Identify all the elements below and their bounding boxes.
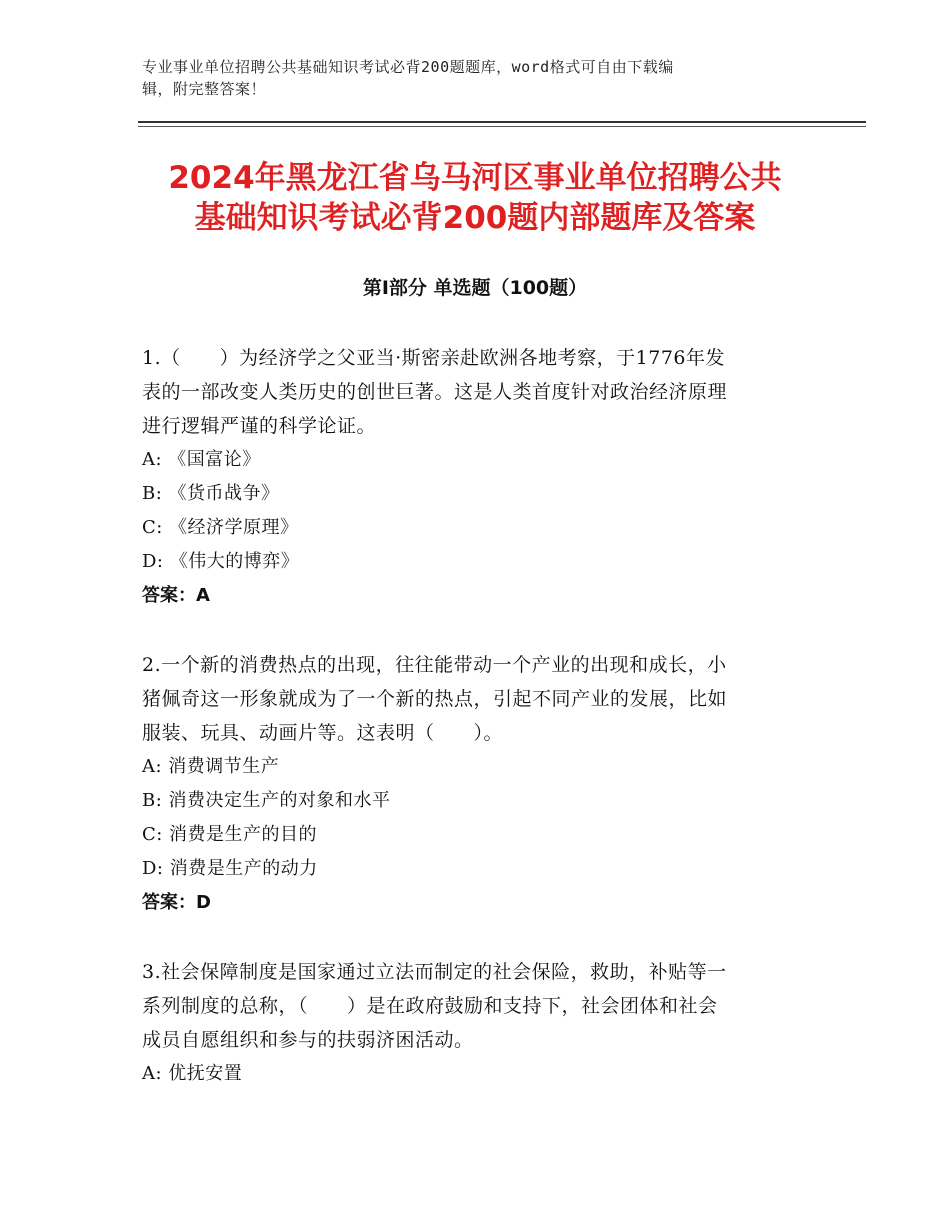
question-stem-line: 2.一个新的消费热点的出现，往往能带动一个产业的出现和成长，小 xyxy=(142,654,727,676)
question-stem xyxy=(142,955,810,1057)
question-stem-line: 表的一部改变人类历史的创世巨著。这是人类首度针对政治经济原理 xyxy=(142,381,728,403)
question-stem-line: 成员自愿组织和参与的扶弱济困活动。 xyxy=(142,1029,474,1051)
option-d: D: 《伟大的博弈》 xyxy=(142,551,300,572)
question-3 xyxy=(142,955,810,1091)
option-c: C: 《经济学原理》 xyxy=(142,517,299,538)
option-b: B: 《货币战争》 xyxy=(142,483,280,504)
document-title-line: 基础知识考试必背200题内部题库及答案 xyxy=(194,200,756,236)
document-title xyxy=(120,158,830,238)
option-a: A: 消费调节生产 xyxy=(142,756,280,777)
answer: 答案：D xyxy=(142,892,211,913)
question-stem-line: 3.社会保障制度是国家通过立法而制定的社会保险，救助，补贴等一 xyxy=(142,961,727,983)
question-stem-line: 1.（ ）为经济学之父亚当·斯密亲赴欧洲各地考察，于1776年发 xyxy=(142,347,726,369)
question-stem-line: 猪佩奇这一形象就成为了一个新的热点，引起不同产业的发展，比如 xyxy=(142,688,728,710)
header-rule-thick xyxy=(138,121,866,123)
header-note-line: 辑，附完整答案！ xyxy=(142,80,267,98)
section-heading: 第Ⅰ部分 单选题（100题） xyxy=(362,277,588,299)
header-note xyxy=(142,56,792,100)
header-rule-thin xyxy=(138,126,866,127)
question-stem xyxy=(142,341,810,443)
question-stem-line: 服装、玩具、动画片等。这表明（ ）。 xyxy=(142,722,504,744)
document-title-line: 2024年黑龙江省乌马河区事业单位招聘公共 xyxy=(168,160,782,196)
option-c: C: 消费是生产的目的 xyxy=(142,824,318,845)
option-b: B: 消费决定生产的对象和水平 xyxy=(142,790,391,811)
question-stem xyxy=(142,648,810,750)
option-a: A: 优抚安置 xyxy=(142,1063,243,1084)
header-note-line: 专业事业单位招聘公共基础知识考试必背200题题库，word格式可自由下载编 xyxy=(142,58,674,76)
question-2 xyxy=(142,648,810,920)
option-d: D: 消费是生产的动力 xyxy=(142,858,318,879)
option-a: A: 《国富论》 xyxy=(142,449,261,470)
question-1 xyxy=(142,341,810,613)
question-stem-line: 系列制度的总称，（ ）是在政府鼓励和支持下，社会团体和社会 xyxy=(142,995,718,1017)
answer: 答案：A xyxy=(142,585,210,606)
question-stem-line: 进行逻辑严谨的科学论证。 xyxy=(142,415,377,437)
